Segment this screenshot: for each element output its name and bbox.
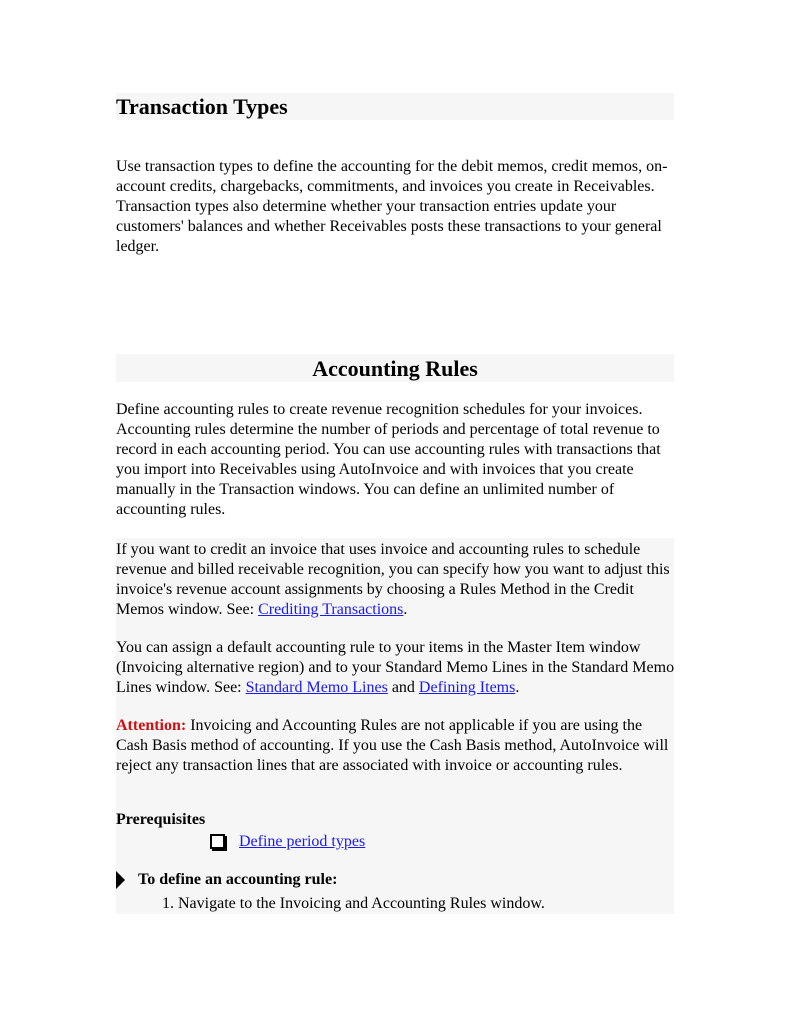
prerequisites-heading: Prerequisites — [116, 811, 206, 828]
expand-triangle-icon[interactable] — [116, 871, 125, 889]
default-rule-and: and — [387, 679, 419, 696]
checkbox-icon — [210, 834, 225, 849]
procedure-heading-label: To define an accounting rule: — [138, 871, 338, 888]
attention-paragraph — [116, 716, 674, 776]
procedure-heading[interactable] — [116, 870, 337, 890]
crediting-paragraph-text: If you want to credit an invoice that uses invoice and accounting rules to schedule revenue and billed receivable recognition, you can specify how you want to adjust this invoice's revenue account assignments by choosing a Rules Method in the Credit Memos window. See: — [116, 541, 670, 618]
attention-text: Invoicing and Accounting Rules are not applicable if you are using the Cash Basis method of accounting. If you use the Cash Basis method, AutoInvoice will reject any transaction lines that are associated with invoice or accounting rules. — [116, 717, 669, 774]
crediting-transactions-link[interactable]: Crediting Transactions — [258, 601, 404, 618]
transaction-types-paragraph: Use transaction types to define the accounting for the debit memos, credit memos, on-account credits, chargebacks, commitments, and invoices you create in Receivables. Transaction types also determine whether your transaction entries update your customers' balances and whether Receivables posts these transactions to your general ledger. — [116, 158, 668, 255]
defining-items-link[interactable]: Defining Items — [418, 679, 516, 696]
transaction-types-heading: Transaction Types — [116, 93, 674, 120]
crediting-paragraph-end: . — [403, 601, 408, 618]
crediting-paragraph — [116, 540, 674, 620]
default-rule-paragraph — [116, 638, 676, 698]
default-rule-end: . — [515, 679, 520, 696]
accounting-rules-intro-paragraph: Define accounting rules to create revenue recognition schedules for your invoices. Accounting rules determine the number of periods and percentage of total revenue to record in each accounting period. You can use accounting rules with transactions that you import into Receivables using AutoInvoice and with invoices that you create manually in the Transaction windows. You can define an unlimited number of accounting rules. — [116, 401, 661, 518]
default-rule-text: You can assign a default accounting rule to your items in the Master Item window (Invoicing alternative region) and to your Standard Memo Lines in the Standard Memo Lines window. See: — [116, 639, 675, 696]
attention-label: Attention: — [116, 717, 187, 734]
procedure-step-1: 1. Navigate to the Invoicing and Accounting Rules window. — [162, 895, 545, 912]
accounting-rules-heading: Accounting Rules — [116, 354, 674, 382]
prerequisite-item — [210, 832, 365, 852]
define-period-types-link[interactable]: Define period types — [239, 833, 366, 850]
standard-memo-lines-link[interactable]: Standard Memo Lines — [245, 679, 388, 696]
accounting-rules-section — [116, 398, 674, 914]
